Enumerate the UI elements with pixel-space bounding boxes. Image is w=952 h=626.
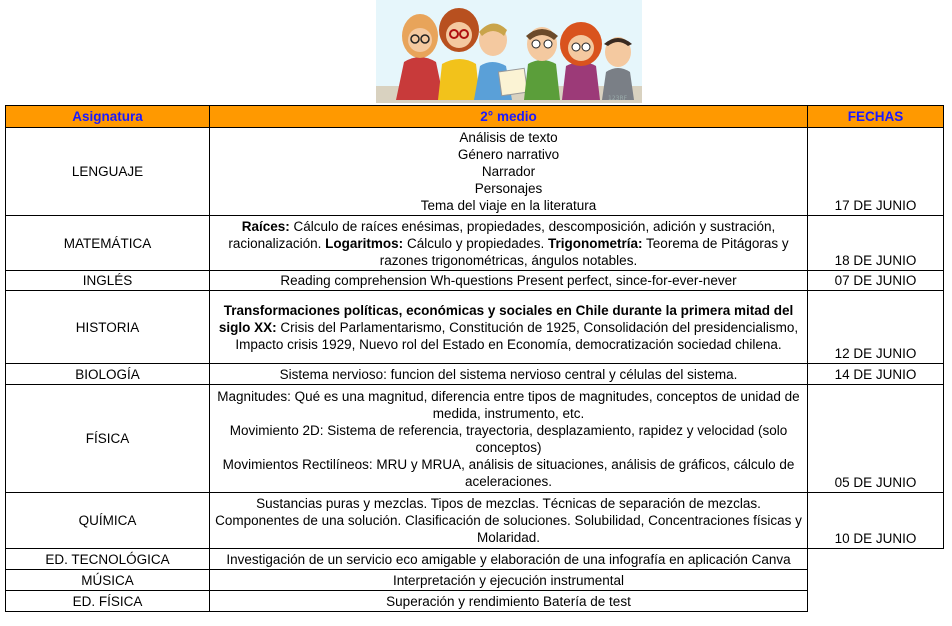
date-cell: 14 DE JUNIO [808,364,944,385]
table-row-musica [6,570,944,591]
content-line: Tema del viaje en la literatura [420,198,597,213]
date-cell: 18 DE JUNIO [808,216,944,271]
subject-cell: MATEMÁTICA [6,216,210,271]
subject-cell: QUÍMICA [6,493,210,549]
content-cell [210,216,808,271]
content-cell [210,385,808,493]
topic-text: Cálculo de raíces enésimas, propiedades, descomposición, adición y sustración, racionalización. [228,218,776,251]
content-line: Movimiento 2D: Sistema de referencia, trayectoria, desplazamiento, rapidez y velocidad (solo conceptos) [229,422,788,455]
subject-cell: BIOLOGÍA [6,364,210,385]
content-cell: Reading comprehension Wh-questions Present perfect, since-for-ever-never [210,271,808,291]
table-row-ed-tecnologica [6,549,944,570]
header-content: 2° medio [210,106,808,128]
subject-cell: FÍSICA [6,385,210,493]
header-subject: Asignatura [6,106,210,128]
table-row-historia [6,291,944,364]
content-cell [210,291,808,364]
content-cell: Investigación de un servicio eco amigable y elaboración de una infografía en aplicación Canva [210,549,808,570]
subject-cell: LENGUAJE [6,128,210,216]
table-row-quimica [6,493,944,549]
students-cartoon-banner [376,0,642,103]
content-cell: Interpretación y ejecución instrumental [210,570,808,591]
table-row-matematica [6,216,944,271]
empty-date-cell [808,591,944,612]
subject-cell: INGLÉS [6,271,210,291]
content-line: Género narrativo [457,147,560,162]
date-cell: 10 DE JUNIO [808,493,944,549]
subject-cell: ED. FÍSICA [6,591,210,612]
date-cell: 17 DE JUNIO [808,128,944,216]
table-row-ingles [6,271,944,291]
subject-cell: MÚSICA [6,570,210,591]
topic-text: Crisis del Parlamentarismo, Constitución de 1925, Consolidación del presidencialismo, Impacto crisis 1929, Nuevo rol del Estado en Economía, democratización sociedad chilena. [235,319,799,352]
date-cell: 12 DE JUNIO [808,291,944,364]
content-line: Movimientos Rectilíneos: MRU y MRUA, análisis de situaciones, análisis de gráficos, cálculo de aceleraciones. [222,456,795,489]
empty-date-cell [808,549,944,570]
content-line: Narrador [481,164,536,179]
date-cell: 07 DE JUNIO [808,271,944,291]
content-cell: Superación y rendimiento Batería de test [210,591,808,612]
table-row-biologia [6,364,944,385]
subject-cell: HISTORIA [6,291,210,364]
svg-text:123RF: 123RF [608,95,628,102]
topic-heading: Logaritmos: [325,235,404,251]
content-cell [210,128,808,216]
content-line: Personajes [474,181,543,196]
empty-date-cell [808,570,944,591]
subject-cell: ED. TECNOLÓGICA [6,549,210,570]
topic-heading: Trigonometría: [548,235,643,251]
topic-text: Cálculo y propiedades. [403,235,549,251]
table-row-ed-fisica [6,591,944,612]
content-line: Magnitudes: Qué es una magnitud, diferencia entre tipos de magnitudes, conceptos de unidad de medida, instrumento, etc. [217,388,800,421]
table-row-lenguaje [6,128,944,216]
table-row-fisica [6,385,944,493]
date-cell: 05 DE JUNIO [808,385,944,493]
topic-heading: Raíces: [241,218,290,234]
header-dates: FECHAS [808,106,944,128]
content-cell: Sistema nervioso: funcion del sistema nervioso central y células del sistema. [210,364,808,385]
content-cell: Sustancias puras y mezclas. Tipos de mezclas. Técnicas de separación de mezclas. Componentes de una solución. Clasificación de soluciones. Solubilidad, Concentraciones físicas y Molaridad. [210,493,808,549]
table-header-row [6,106,944,128]
content-line: Análisis de texto [459,130,558,145]
topic-text: Teorema de Pitágoras y razones trigonométricas, ángulos notables. [379,235,789,268]
topic-heading: Transformaciones políticas, económicas y sociales en Chile durante la primera mitad del siglo XX: [218,302,794,335]
exam-schedule-table [5,105,944,612]
